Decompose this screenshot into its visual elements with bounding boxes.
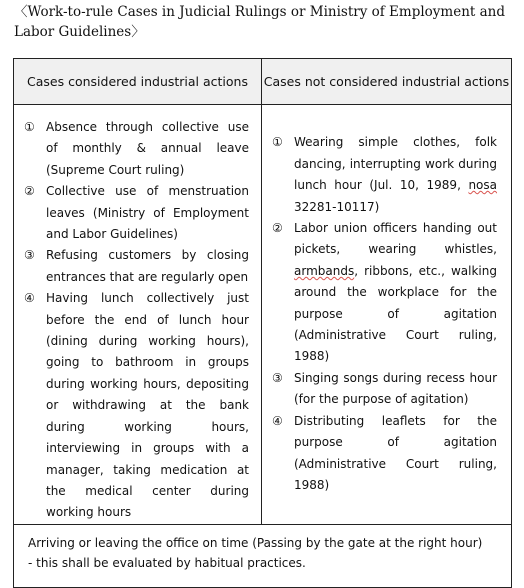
item-text: Refusing customers by closing entrances that are regularly open [46, 248, 249, 284]
footer-row [14, 524, 512, 587]
left-case-item [24, 117, 249, 181]
item-number: ③ [24, 248, 35, 263]
right-case-item [272, 132, 497, 218]
item-number: ④ [272, 413, 283, 428]
item-number: ③ [272, 370, 283, 385]
item-number: ② [272, 221, 283, 236]
header-row [14, 59, 512, 105]
item-text-flagged: armbands [294, 263, 355, 278]
footer-note-cell [14, 524, 512, 587]
item-text: Distributing leaflets for the purpose of agitation (Administrative Court ruling, 1988) [294, 413, 497, 492]
footer-line: Arriving or leaving the office on time (Passing by the gate at the right hour) [28, 535, 483, 550]
work-to-rule-table [13, 58, 512, 588]
item-text-flagged: nosa [468, 178, 497, 193]
item-number: ① [272, 135, 283, 150]
item-text [294, 218, 497, 368]
footer-line: - this shall be evaluated by habitual practices. [28, 555, 306, 570]
item-text-part: Wearing simple clothes, folk dancing, interrupting work during lunch hour (Jul. 10, 1989, [294, 135, 497, 193]
right-case-item [272, 368, 497, 411]
header-industrial-actions: Cases considered industrial actions [14, 59, 262, 105]
item-text: Collective use of menstruation leaves (Ministry of Employment and Labor Guidelines) [46, 184, 249, 242]
item-number: ① [24, 120, 35, 134]
item-text-part: Labor union officers handing out pickets, wearing whistles, [294, 221, 497, 257]
item-text: Singing songs during recess hour (for the purpose of agitation) [294, 370, 497, 407]
left-case-item [24, 245, 249, 288]
item-text: Having lunch collectively just before the end of lunch hour (dining during working hours), going to bathroom in groups during working hours, depositing or withdrawing at the bank during working hours, interviewing in groups with a manager, taking medication at the medical center during working hours [46, 291, 249, 520]
item-text-part: 32281-10117) [294, 199, 380, 214]
left-cases-cell [14, 105, 262, 525]
left-case-item [24, 181, 249, 245]
item-text: Absence through collective use of monthly & annual leave (Supreme Court ruling) [46, 120, 249, 177]
item-text-part: , ribbons, etc., walking around the workplace for the purpose of agitation (Administrative Court ruling, 1988) [294, 263, 497, 364]
right-cases-cell [262, 105, 512, 525]
table-caption: 〈Work-to-rule Cases in Judicial Rulings or Ministry of Employment and Labor Guidelines〉 [14, 4, 505, 40]
right-case-item [272, 218, 497, 368]
item-text [294, 132, 497, 218]
header-not-industrial-actions: Cases not considered industrial actions [262, 59, 512, 105]
left-case-item [24, 288, 249, 523]
item-number: ② [24, 184, 35, 199]
right-case-item [272, 411, 497, 497]
body-row [14, 105, 512, 525]
item-number: ④ [24, 291, 35, 306]
